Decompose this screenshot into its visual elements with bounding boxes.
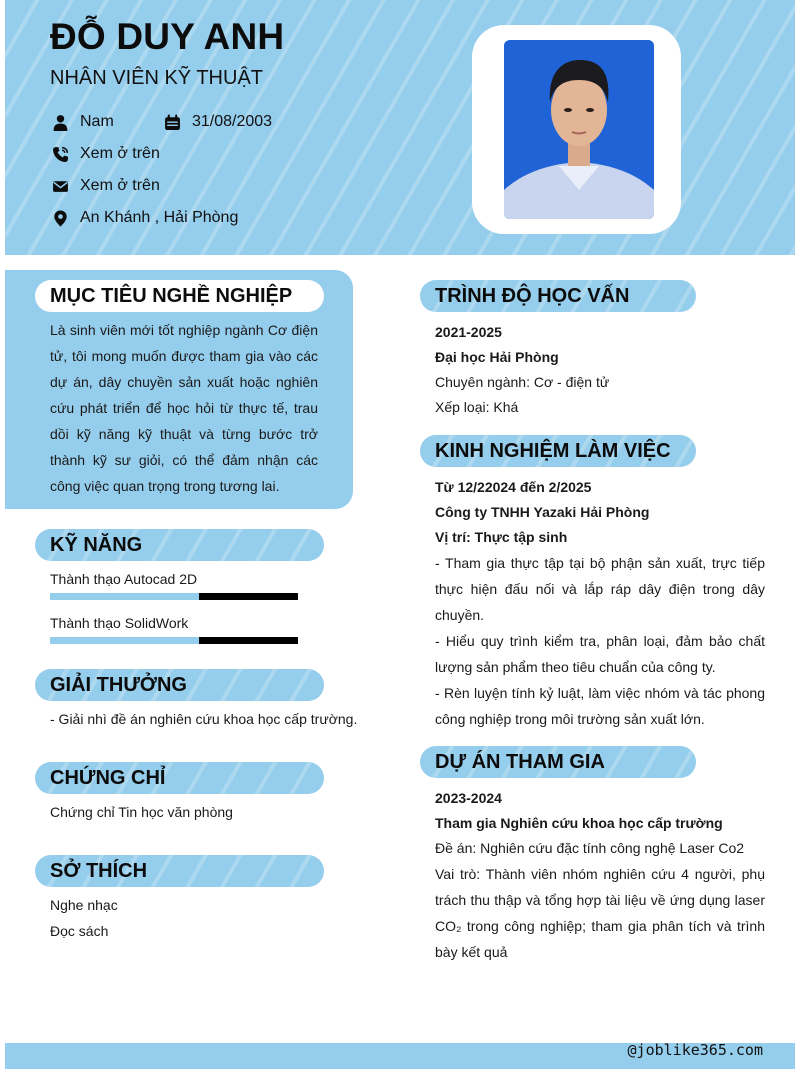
phone-info (50, 144, 160, 164)
calendar-icon (162, 112, 182, 132)
phone-icon (50, 144, 70, 164)
projects-section (435, 786, 765, 965)
birthdate-info (162, 112, 272, 132)
experience-company: Công ty TNHH Yazaki Hải Phòng (435, 504, 650, 520)
skill-label: Thành thạo Autocad 2D (50, 571, 198, 587)
project-topic: Đề án: Nghiên cứu đặc tính công nghệ Laser Co2 (435, 840, 745, 856)
gender-value: Nam (80, 113, 114, 130)
experience-period: Từ 12/22024 đến 2/2025 (435, 479, 592, 495)
certificate-item: Chứng chỉ Tin học văn phòng (50, 804, 233, 820)
project-name: Tham gia Nghiên cứu khoa học cấp trường (435, 815, 723, 831)
address-value: An Khánh , Hải Phòng (80, 209, 239, 226)
project-period: 2023-2024 (435, 790, 502, 806)
candidate-name: ĐỖ DUY ANH (50, 16, 285, 57)
education-section (435, 320, 765, 420)
education-heading: TRÌNH ĐỘ HỌC VẤN (420, 280, 696, 312)
education-grade: Xếp loại: Khá (435, 399, 519, 415)
skills-heading: KỸ NĂNG (35, 529, 324, 561)
map-pin-icon (50, 208, 70, 228)
certificates-heading: CHỨNG CHỈ (35, 762, 324, 794)
award-item: - Giải nhì đề án nghiên cứu khoa học cấp trường. (50, 711, 358, 727)
project-role: Vai trò: Thành viên nhóm nghiên cứu 4 người, phụ trách thu thập và tổng hợp tài liệu về ứng dụng laser CO₂ trong công nghiệp; tham gia phân tích và trình bày kết quả (435, 866, 765, 960)
skill-bar-fill (50, 593, 199, 600)
job-title: NHÂN VIÊN KỸ THUẬT (50, 67, 263, 89)
experience-detail: - Tham gia thực tập tại bộ phận sản xuất, trực tiếp thực hiện đấu nối và lắp ráp dây điện trong dây chuyền. (435, 555, 765, 623)
email-value: Xem ở trên (80, 177, 160, 194)
experience-detail: - Hiểu quy trình kiểm tra, phân loại, đảm bảo chất lượng sản phẩm theo tiêu chuẩn của công ty. (435, 633, 765, 675)
education-period: 2021-2025 (435, 324, 502, 340)
birthdate-value: 31/08/2003 (192, 113, 273, 130)
phone-value: Xem ở trên (80, 145, 160, 162)
objective-heading: MỤC TIÊU NGHỀ NGHIỆP (35, 280, 324, 312)
experience-heading: KINH NGHIỆM LÀM VIỆC (420, 435, 696, 467)
footer-website[interactable]: @joblike365.com (627, 1041, 763, 1059)
education-major: Chuyên ngành: Cơ - điện tử (435, 374, 610, 390)
hobby-item: Nghe nhạc (50, 897, 118, 913)
profile-photo (504, 40, 654, 219)
education-school: Đại học Hải Phòng (435, 349, 559, 365)
experience-section (435, 475, 765, 732)
hobby-item: Đọc sách (50, 923, 109, 939)
skill-bar (50, 637, 298, 644)
hobbies-heading: SỞ THÍCH (35, 855, 324, 887)
address-info (50, 208, 238, 228)
footer-bar (5, 1043, 795, 1069)
awards-heading: GIẢI THƯỞNG (35, 669, 324, 701)
photo-frame (472, 25, 681, 234)
experience-position: Vị trí: Thực tập sinh (435, 529, 568, 545)
projects-heading: DỰ ÁN THAM GIA (420, 746, 696, 778)
skill-bar-fill (50, 637, 199, 644)
gender-info (50, 112, 114, 132)
email-info (50, 176, 160, 196)
header-banner (5, 0, 795, 255)
experience-detail: - Rèn luyện tính kỷ luật, làm việc nhóm và tác phong công nghiệp trong môi trường sản xuất lớn. (435, 685, 765, 727)
skill-label: Thành thạo SolidWork (50, 615, 189, 631)
objective-text: Là sinh viên mới tốt nghiệp ngành Cơ điện tử, tôi mong muốn được tham gia vào các dự án, dây chuyền sản xuất hoặc nghiên cứu phát triển để học hỏi từ thực tế, trau dồi kỹ năng kỹ thuật và từng bước trở thành kỹ sư giỏi, có thể đảm nhận các công việc quan trọng trong tương lai. (50, 322, 318, 494)
envelope-icon (50, 176, 70, 196)
user-icon (50, 112, 70, 132)
skill-bar (50, 593, 298, 600)
